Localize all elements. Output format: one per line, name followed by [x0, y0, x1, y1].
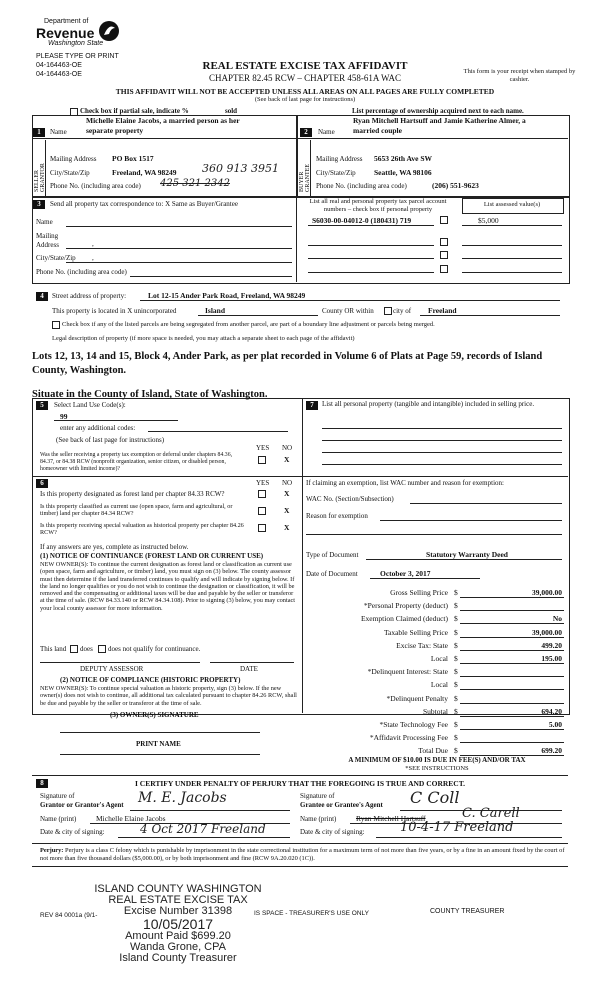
corr-name-label: Name — [36, 218, 53, 226]
if-yes-note: If any answers are yes, complete as instructed below. — [40, 543, 189, 551]
tax-line-label: Local — [430, 680, 448, 690]
minimum-note: A MINIMUM OF $10.00 IS DUE IN FEE(S) AND/OR TAX — [348, 756, 526, 764]
assessed-2-field[interactable] — [462, 245, 562, 246]
tax-line-dollar: $ — [454, 733, 458, 743]
assessor-date-label: DATE — [240, 665, 258, 673]
stamp-line-2: REAL ESTATE EXCISE TAX — [108, 894, 248, 906]
reason-field-2[interactable] — [306, 534, 562, 535]
grantee-date-label: Date & city of signing: — [300, 828, 365, 836]
legal-label: Legal description of property (if more space is needed, you may attach a separate sheet to each page of the affidavit) — [52, 335, 355, 342]
buyer-name-line — [296, 138, 568, 139]
section-5-number: 5 — [36, 401, 48, 410]
wac-field[interactable] — [410, 503, 562, 504]
tax-line-label: Total Due — [418, 746, 448, 756]
seller-phone-struck: 425 321 2342 — [160, 178, 230, 189]
grantor-date-label: Date & city of signing: — [40, 828, 105, 836]
print-name-label: PRINT NAME — [136, 740, 181, 748]
seller-name-line1[interactable]: Michelle Elaine Jacobs, a married person as her — [86, 116, 240, 125]
stamp-line-3: Excise Number 31398 — [123, 905, 233, 917]
treasurer-use-note: IS SPACE - TREASURER'S USE ONLY — [254, 910, 370, 917]
sold-label: sold — [225, 107, 238, 115]
tax-line-label: Exemption Claimed (deduct) — [360, 614, 448, 624]
exemption-question: Was the seller receiving a property tax exemption or deferral under chapters 84.36, 84.37, or 84.38 RCW (nonprofit organization, senior citizen, or disabled person, homeowner with limited income)? — [40, 452, 233, 472]
does-not-label: does not qualify for continuance. — [108, 645, 201, 653]
county-or-label: County OR within — [322, 307, 374, 315]
seller-mailing[interactable]: PO Box 1517 — [112, 154, 154, 163]
grantee-signature[interactable]: C Coll — [410, 788, 460, 807]
exemption-claim-label: If claiming an exemption, list WAC number and reason for exemption: — [306, 479, 504, 487]
personal-property-label: List all personal property (tangible and intangible) included in selling price. — [322, 400, 535, 408]
tax-line-label: *Affidavit Processing Fee — [369, 733, 448, 743]
tax-line-underline — [460, 716, 564, 717]
tax-line-dollar: $ — [454, 654, 458, 663]
grantee-date-line — [376, 837, 562, 838]
buyer-phone-label: Phone No. (including area code) — [316, 182, 407, 190]
form-subtitle: CHAPTER 82.45 RCW – CHAPTER 458-61A WAC — [209, 73, 401, 83]
s6-no-header: NO — [282, 479, 293, 487]
land-use-value[interactable]: 99 — [60, 412, 68, 421]
current-use-no-answer[interactable]: X — [284, 506, 290, 515]
notice-1-title: (1) NOTICE OF CONTINUANCE (FOREST LAND OR CURRENT USE) — [40, 552, 264, 560]
print-name-line[interactable] — [60, 754, 260, 755]
tax-line-underline — [460, 597, 564, 598]
buyer-name-label: Name — [318, 128, 335, 136]
parcel-3-field[interactable] — [308, 258, 434, 259]
tax-line-value[interactable]: 39,000.00 — [532, 588, 562, 597]
grantor-name-label: Name (print) — [40, 815, 77, 823]
tax-line-value[interactable]: 499.20 — [541, 640, 562, 650]
notice-1-text: NEW OWNER(S): To continue the current designation as forest land or classification as current use (open space, farm and agriculture, or timber) land, you must sign on (3) below. The county assessor must then determine if the land transferred continues to qualify and will indicate by signing below. If the land no longer qualifies or you do not wish to continue the designation or classification, it will be removed and the compensating or additional taxes will be due and payable by the seller or transferor at the time of sale. (RCW 84.33.140 or RCW 84.34.108). Prior to signing (3) below, you may contact your local county assessor for more information. — [40, 561, 296, 612]
list-percentage: List percentage of ownership acquired next to each name. — [352, 107, 524, 115]
personal-property-line-2[interactable] — [322, 440, 562, 441]
tax-line-underline — [460, 650, 564, 651]
notice-2-text: NEW OWNER(S): To continue special valuation as historic property, sign (3) below. If the new owner(s) does not wish to continue, all additional tax calculated pursuant to chapter 84.26 RCW, shall be due and payable by the seller or transferor at the time of sale. — [40, 685, 297, 707]
segregated-checkbox[interactable] — [52, 321, 60, 329]
see-back: (See back of last page for instructions) — [254, 96, 356, 103]
stamp-line-7: Island County Treasurer — [119, 952, 237, 964]
parcel-1-checkbox[interactable] — [440, 216, 448, 224]
historic-question: Is this property receiving special valuation as historical property per chapter 84.26 RCW? — [40, 522, 244, 536]
tax-line-value[interactable]: 699.20 — [541, 746, 562, 756]
perjury-label: Perjury: — [40, 847, 64, 854]
parcel-1[interactable]: S6030-00-04012-0 (180431) 719 — [312, 216, 412, 225]
section-1-number: 1 — [33, 128, 45, 137]
land-use-see-back: (See back of last page for instructions) — [56, 436, 165, 444]
doc-type-line — [366, 559, 562, 560]
buyer-phone[interactable]: (206) 551-9623 — [432, 181, 479, 190]
tax-line-underline — [460, 663, 564, 664]
seller-mailing-label: Mailing Address — [50, 155, 97, 163]
section-8-top — [32, 775, 568, 776]
tax-line-dollar: $ — [454, 680, 458, 690]
tax-line-underline — [460, 610, 564, 611]
corr-city-field[interactable] — [66, 262, 292, 263]
lower-divider — [302, 398, 303, 713]
section-7-number: 7 — [306, 401, 318, 410]
tax-line-underline — [460, 729, 564, 730]
buyer-city[interactable]: Seattle, WA 98106 — [374, 168, 432, 177]
street-address[interactable]: Lot 12-15 Ander Park Road, Freeland, WA 98249 — [148, 291, 306, 300]
doc-date-label: Date of Document — [306, 570, 358, 578]
doc-date[interactable]: October 3, 2017 — [380, 569, 431, 578]
dor-logo-icon — [98, 20, 120, 42]
section-5-bottom — [32, 476, 302, 477]
stamp-line-4: 10/05/2017 — [142, 916, 214, 932]
deputy-assessor-line[interactable] — [40, 662, 200, 663]
partial-sale-label: Check box if partial sale, indicate % — [80, 107, 189, 115]
city-line — [420, 315, 560, 316]
city-of-checkbox[interactable] — [384, 307, 392, 315]
land-use-line — [54, 420, 178, 421]
grantee-name-handwritten[interactable]: C. Carell — [462, 806, 520, 821]
county-value[interactable]: Island — [205, 306, 226, 315]
tax-line-value[interactable]: 5.00 — [548, 720, 562, 729]
corr-name-field[interactable] — [66, 226, 292, 227]
city-of-label: city of — [393, 307, 412, 315]
buyer-mailing[interactable]: 5653 26th Ave SW — [374, 154, 432, 163]
grantor-sig-line — [130, 810, 290, 811]
grantor-name[interactable]: Michelle Elaine Jacobs — [96, 814, 166, 823]
tax-line-dollar: $ — [454, 614, 458, 624]
tax-line-label: *State Technology Fee — [379, 720, 448, 729]
tax-line-label: Subtotal — [422, 706, 448, 716]
stamp-line-1: ISLAND COUNTY WASHINGTON — [94, 883, 262, 895]
perjury-text: Perjury is a class C felony which is punishable by imprisonment in the state correctional institution for a maximum term of not more than five years, or by a fine in an amount fixed by the court of not more than five thousand dollars ($5,000.00), or by both imprisonment and fine (RCW 9A.20.020 (1C)). — [40, 847, 565, 862]
assessed-header: List assessed value(s) — [483, 201, 541, 208]
corr-city-comma: , — [92, 254, 94, 262]
treasurer-stamp — [88, 884, 268, 964]
section-3-divider — [296, 196, 297, 282]
tax-line-label: Taxable Selling Price — [383, 627, 448, 637]
form-code-1: 04-164463-OE — [36, 62, 82, 69]
tax-line-underline — [460, 637, 564, 638]
seller-city-label: City/State/Zip — [50, 169, 90, 177]
tax-line-label: *Delinquent Interest: State — [367, 667, 448, 677]
grantor-sig-label-2: Grantor or Grantor's Agent — [40, 801, 124, 809]
rev-code: REV 84 0001a (9/1- — [40, 912, 98, 919]
corr-city-label: City/State/Zip — [36, 254, 76, 262]
buyer-name-line1[interactable]: Ryan Mitchell Hartsuff and Jamie Katherine Almer, a — [353, 116, 526, 125]
grantee-name-label: Name (print) — [300, 815, 337, 823]
certify-text: I CERTIFY UNDER PENALTY OF PERJURY THAT THE FOREGOING IS TRUE AND CORRECT. — [135, 779, 466, 788]
parcel-1-line — [308, 225, 434, 226]
doc-type-label: Type of Document — [306, 551, 359, 559]
s5-yes-header: YES — [256, 444, 270, 452]
tax-line-label: Local — [430, 654, 448, 663]
receipt-note: This form is your receipt when stamped by cashier. — [463, 68, 576, 83]
buyer-city-label: City/State/Zip — [316, 169, 356, 177]
tax-line-dollar: $ — [454, 601, 458, 611]
legal-description: Lots 12, 13, 14 and 15, Block 4, Ander Park, as per plat recorded in Volume 6 of Plats at Page 59, records of Island County, Washington. — [32, 351, 543, 376]
tax-line-label: Excise Tax: State — [396, 640, 448, 650]
tax-line-dollar: $ — [454, 720, 458, 729]
forest-no-answer[interactable]: X — [284, 489, 290, 498]
parcel-3-checkbox[interactable] — [440, 251, 448, 259]
tax-line-label: *Delinquent Penalty — [386, 693, 448, 703]
tax-line-label: *Personal Property (deduct) — [363, 601, 448, 611]
tax-line-dollar: $ — [454, 667, 458, 677]
corr-mailing-comma: , — [92, 240, 94, 248]
owner-signature-label: (3) OWNER(S) SIGNATURE — [110, 711, 199, 719]
county-treasurer-label: COUNTY TREASURER — [430, 908, 505, 915]
parcel-2-checkbox[interactable] — [440, 238, 448, 246]
tax-line-label: Gross Selling Price — [390, 588, 448, 597]
tax-line-value[interactable]: No — [552, 614, 562, 624]
personal-property-line-4[interactable] — [322, 464, 562, 465]
buyer-mailing-label: Mailing Address — [316, 155, 363, 163]
forest-question: Is this property designated as forest land per chapter 84.33 RCW? — [40, 490, 225, 498]
parcel-4-checkbox[interactable] — [440, 265, 448, 273]
assessor-date-line[interactable] — [210, 662, 294, 663]
grantor-signature[interactable]: M. E. Jacobs — [138, 790, 227, 806]
historic-no-answer[interactable]: X — [284, 523, 290, 532]
current-use-question: Is this property classified as current use (open space, farm and agricultural, or timber) land per chapter 84.34 RCW? — [40, 503, 233, 517]
revenue-text: Revenue — [36, 25, 95, 41]
does-not-qualify-checkbox[interactable] — [98, 645, 106, 653]
tax-line-value[interactable]: 39,000.00 — [532, 627, 562, 637]
corr-mailing-label: Mailing Address — [36, 232, 59, 249]
section-3-number: 3 — [33, 200, 45, 209]
doc-type[interactable]: Statutory Warranty Deed — [426, 550, 508, 559]
tax-line-dollar: $ — [454, 693, 458, 703]
s5-no-header: NO — [282, 444, 293, 452]
doc-date-line — [370, 578, 480, 579]
tax-line-underline — [460, 703, 564, 704]
see-instructions: *SEE INSTRUCTIONS — [405, 765, 469, 772]
tax-line-underline — [460, 742, 564, 743]
grantor-date-line — [118, 837, 290, 838]
personal-property-line-1[interactable] — [322, 428, 562, 429]
section-7-mid — [302, 476, 568, 477]
seller-name-line2[interactable]: separate property — [86, 126, 144, 135]
assessed-3-field[interactable] — [462, 258, 562, 259]
seller-side-label: SELLER GRANTOR — [34, 163, 46, 192]
forest-yes-checkbox[interactable] — [258, 490, 266, 498]
form-title: REAL ESTATE EXCISE TAX AFFIDAVIT — [202, 60, 408, 72]
wac-label: WAC No. (Section/Subsection) — [306, 495, 394, 503]
grantee-sig-label-1: Signature of — [300, 792, 335, 800]
city-value[interactable]: Freeland — [428, 306, 457, 315]
grantee-sig-label-2: Grantee or Grantee's Agent — [300, 801, 383, 809]
corr-phone-field[interactable] — [130, 276, 292, 277]
tax-line-value[interactable]: 195.00 — [541, 654, 562, 663]
s6-yes-header: YES — [256, 479, 270, 487]
seller-name-line — [32, 138, 297, 139]
tax-line-dollar: $ — [454, 640, 458, 650]
seller-phone-label: Phone No. (including area code) — [50, 182, 141, 190]
seller-name-label: Name — [50, 128, 67, 136]
corr-mailing-field[interactable] — [66, 248, 292, 249]
dept-of-text: Department of — [44, 18, 89, 25]
reason-field[interactable] — [380, 520, 562, 521]
buyer-name-line2[interactable]: married couple — [353, 126, 402, 135]
additional-codes-label: enter any additional codes: — [60, 424, 136, 432]
grantee-name-struck: Ryan Mitchell Hartsuff — [356, 814, 426, 823]
washington-state-text: Washington State — [48, 40, 104, 47]
section-2-number: 2 — [300, 128, 312, 137]
grantor-sig-label-1: Signature of — [40, 792, 75, 800]
seller-city[interactable]: Freeland, WA 98249 — [112, 168, 177, 177]
located-label: This property is located in X unincorporated — [52, 307, 177, 315]
stamp-line-6: Wanda Grone, CPA — [130, 941, 226, 953]
parcel-4-field[interactable] — [308, 272, 434, 273]
reason-label: Reason for exemption — [306, 512, 368, 520]
section-8-number: 8 — [36, 779, 48, 788]
owner-signature-line[interactable] — [60, 732, 260, 733]
does-qualify-checkbox[interactable] — [70, 645, 78, 653]
tax-line-underline — [460, 689, 564, 690]
parcel-2-field[interactable] — [308, 245, 434, 246]
segregated-label: Check box if any of the listed parcels are being segregated from another parcel, are part of a boundary line adjustment or parcels being merged. — [62, 321, 435, 328]
grantor-date[interactable]: 4 Oct 2017 Freeland — [140, 822, 266, 836]
situate-text: Situate in the County of Island, State of Washington. — [32, 389, 268, 400]
additional-codes-field[interactable] — [148, 431, 288, 432]
tax-line-value[interactable]: 694.20 — [541, 706, 562, 716]
section-4-number: 4 — [36, 292, 48, 301]
grantee-date[interactable]: 10-4-17 Freeland — [400, 820, 514, 835]
street-line — [140, 300, 560, 301]
corr-phone-label: Phone No. (including area code) — [36, 268, 127, 276]
parcel-header: List all real and personal property tax parcel account numbers – check box if personal property — [309, 198, 447, 213]
does-label: does — [80, 645, 93, 653]
please-type: PLEASE TYPE OR PRINT — [36, 53, 119, 60]
correspondence-label: Send all property tax correspondence to: X Same as Buyer/Grantee — [50, 200, 238, 208]
tax-line-underline — [460, 676, 564, 677]
deputy-assessor-label: DEPUTY ASSESSOR — [80, 665, 144, 673]
county-line — [198, 315, 318, 316]
assessed-1-line — [462, 225, 562, 226]
tax-line-underline — [460, 623, 564, 624]
perjury-bottom — [32, 866, 568, 867]
tax-line-dollar: $ — [454, 588, 458, 597]
section-8-bottom — [32, 843, 568, 844]
exemption-no-answer[interactable]: X — [284, 455, 290, 464]
tax-line-dollar: $ — [454, 746, 458, 756]
land-use-label: Select Land Use Code(s): — [54, 401, 126, 409]
section-6-number: 6 — [36, 479, 48, 488]
warning: THIS AFFIDAVIT WILL NOT BE ACCEPTED UNLESS ALL AREAS ON ALL PAGES ARE FULLY COMPLETED — [115, 87, 495, 96]
qualify-prefix: This land — [40, 645, 67, 653]
seller-phone-handwritten: 360 913 3951 — [202, 162, 279, 175]
tax-line-dollar: $ — [454, 706, 458, 716]
buyer-side-label: BUYER GRANTEE — [299, 164, 311, 192]
street-label: Street address of property: — [52, 292, 127, 300]
tax-line-dollar: $ — [454, 627, 458, 637]
perjury-note — [40, 847, 568, 863]
historic-yes-checkbox[interactable] — [258, 524, 266, 532]
stamp-line-5: Amount Paid $699.20 — [125, 930, 231, 942]
assessed-4-field[interactable] — [462, 272, 562, 273]
current-use-yes-checkbox[interactable] — [258, 507, 266, 515]
exemption-yes-checkbox[interactable] — [258, 456, 266, 464]
notice-2-title: (2) NOTICE OF COMPLIANCE (HISTORIC PROPERTY) — [60, 676, 241, 684]
assessed-1[interactable]: $5,000 — [478, 216, 499, 225]
form-code-2: 04-164463-OE — [36, 71, 82, 78]
personal-property-line-3[interactable] — [322, 452, 562, 453]
